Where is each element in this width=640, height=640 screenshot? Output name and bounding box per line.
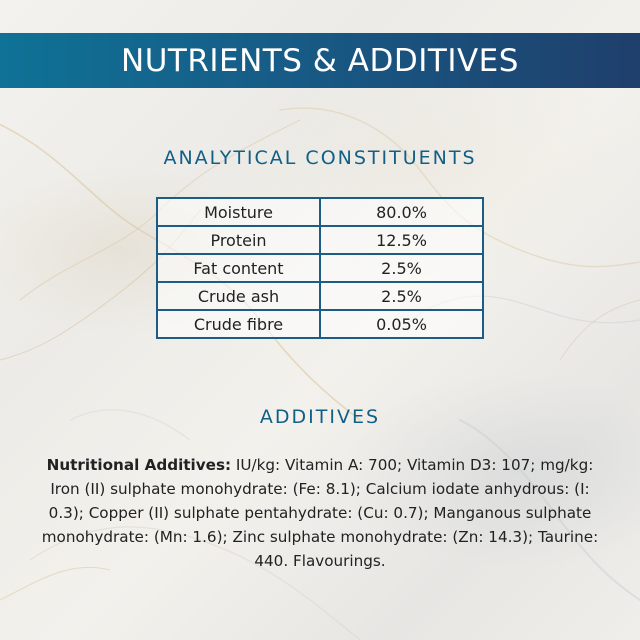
constituent-label: Fat content: [157, 254, 320, 282]
analytical-constituents-table: [156, 197, 484, 339]
analytical-constituents-heading: ANALYTICAL CONSTITUENTS: [163, 147, 477, 169]
constituent-value: 80.0%: [320, 198, 483, 226]
additives-heading: ADDITIVES: [259, 406, 381, 428]
constituent-value: 2.5%: [320, 254, 483, 282]
additives-body: IU/kg: Vitamin A: 700; Vitamin D3: 107; mg/kg: Iron (II) sulphate monohydrate: (Fe: 8.1); Calcium iodate anhydrous: (I: 0.3); Copper (II) sulphate pentahydrate: (Cu: 0.7); Manganous sulphate monohydrate: (Mn: 1.6); Zinc sulphate monohydrate: (Zn: 14.3); Taurine: 440. Flavourings.: [41, 456, 599, 570]
table-row: [157, 310, 483, 338]
table-row: [157, 282, 483, 310]
constituent-value: 12.5%: [320, 226, 483, 254]
table-row: [157, 198, 483, 226]
table-row: [157, 226, 483, 254]
additives-lead: Nutritional Additives:: [46, 456, 232, 474]
constituent-label: Moisture: [157, 198, 320, 226]
constituent-value: 2.5%: [320, 282, 483, 310]
constituent-label: Protein: [157, 226, 320, 254]
header-banner: [0, 33, 640, 88]
constituent-value: 0.05%: [320, 310, 483, 338]
additives-text: [40, 453, 600, 573]
constituent-label: Crude ash: [157, 282, 320, 310]
constituent-label: Crude fibre: [157, 310, 320, 338]
page-title: NUTRIENTS & ADDITIVES: [121, 42, 519, 79]
table-row: [157, 254, 483, 282]
